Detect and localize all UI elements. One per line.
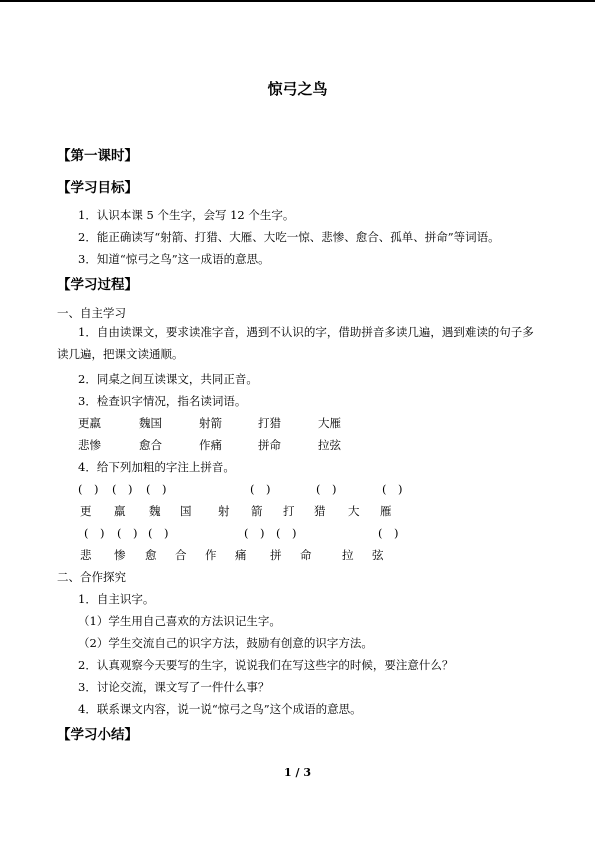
heading-process: 【学习过程】 <box>57 277 138 293</box>
goal-item: 2．能正确读写“射箭、打猎、大雁、大吃一惊、悲惨、愈合、孤单、拼命”等词语。 <box>78 230 500 244</box>
instruction-item: 3．检查识字情况，指名读词语。 <box>78 394 247 408</box>
pinyin-char: 作 <box>205 548 217 562</box>
heading-summary: 【学习小结】 <box>57 727 138 743</box>
pinyin-blank: ( ) <box>316 482 337 496</box>
pinyin-blank: ( ) <box>78 482 99 496</box>
pinyin-blank: ( ) <box>276 526 297 540</box>
instruction-item: （1）学生用自己喜欢的方法识记生字。 <box>78 614 281 628</box>
pinyin-blank: ( ) <box>148 526 169 540</box>
pinyin-char: 猎 <box>314 504 326 518</box>
instruction-item: 4．给下列加粗的字注上拼音。 <box>78 460 235 474</box>
goal-item: 1．认识本课 5 个生字，会写 12 个生字。 <box>78 208 295 222</box>
pinyin-char: 雁 <box>380 504 392 518</box>
instruction-item: 2．认真观察今天要写的生字，说说我们在写这些字的时候，要注意什么？ <box>78 658 454 672</box>
instruction-item: （2）学生交流自己的识字方法，鼓励有创意的识字方法。 <box>78 636 373 650</box>
pinyin-char: 打 <box>283 504 295 518</box>
pinyin-char: 拉 <box>342 548 354 562</box>
vocab-word: 更羸 <box>78 416 101 430</box>
pinyin-char: 悲 <box>80 548 92 562</box>
pinyin-blank: ( ) <box>112 482 133 496</box>
pinyin-char: 命 <box>300 548 312 562</box>
pinyin-char: 合 <box>175 548 187 562</box>
pinyin-char: 拼 <box>270 548 282 562</box>
vocab-word: 打猎 <box>258 416 281 430</box>
vocab-word: 大雁 <box>318 416 341 430</box>
heading-first-lesson: 【第一课时】 <box>57 148 138 164</box>
vocab-word: 愈合 <box>139 438 162 452</box>
pinyin-char: 羸 <box>114 504 126 518</box>
vocab-word: 拉弦 <box>318 438 341 452</box>
instruction-item: 3．讨论交流，课文写了一件什么事？ <box>78 680 270 694</box>
pinyin-char: 射 <box>218 504 230 518</box>
pinyin-blank: ( ) <box>382 482 403 496</box>
pinyin-char: 箭 <box>251 504 263 518</box>
goal-item: 3．知道“惊弓之鸟”这一成语的意思。 <box>78 252 270 266</box>
top-rule <box>0 0 595 2</box>
vocab-word: 射箭 <box>199 416 222 430</box>
vocab-word: 悲惨 <box>78 438 101 452</box>
instruction-item: 2．同桌之间互读课文，共同正音。 <box>78 372 258 386</box>
vocab-word: 拼命 <box>258 438 281 452</box>
instruction-item: 4．联系课文内容，说一说“惊弓之鸟”这个成语的意思。 <box>78 702 362 716</box>
vocab-word: 作痛 <box>199 438 222 452</box>
pinyin-char: 弦 <box>372 548 384 562</box>
pinyin-blank: ( ) <box>244 526 265 540</box>
vocab-word: 魏国 <box>139 416 162 430</box>
pinyin-blank: ( ) <box>250 482 271 496</box>
instruction-paragraph: 1．自由读课文，要求读准字音，遇到不认识的字，借助拼音多读几遍，遇到难读的句子多读几遍，把课文读通顺。 <box>57 325 534 361</box>
pinyin-blank: ( ) <box>117 526 138 540</box>
pinyin-char: 惨 <box>114 548 126 562</box>
pinyin-char: 国 <box>180 504 192 518</box>
pinyin-blank: ( ) <box>84 526 105 540</box>
section-self-study: 一、自主学习 <box>57 306 126 320</box>
pinyin-char: 痛 <box>235 548 247 562</box>
pinyin-blank: ( ) <box>378 526 399 540</box>
pinyin-char: 愈 <box>145 548 157 562</box>
page-title: 惊弓之鸟 <box>267 80 328 98</box>
pinyin-blank: ( ) <box>146 482 167 496</box>
heading-goals: 【学习目标】 <box>57 180 138 196</box>
instruction-item: 1．自主识字。 <box>78 592 155 606</box>
page-number: 1 / 3 <box>284 766 311 779</box>
pinyin-char: 更 <box>80 504 92 518</box>
section-cooperative: 二、合作探究 <box>57 570 126 584</box>
pinyin-char: 大 <box>348 504 360 518</box>
pinyin-char: 魏 <box>149 504 161 518</box>
